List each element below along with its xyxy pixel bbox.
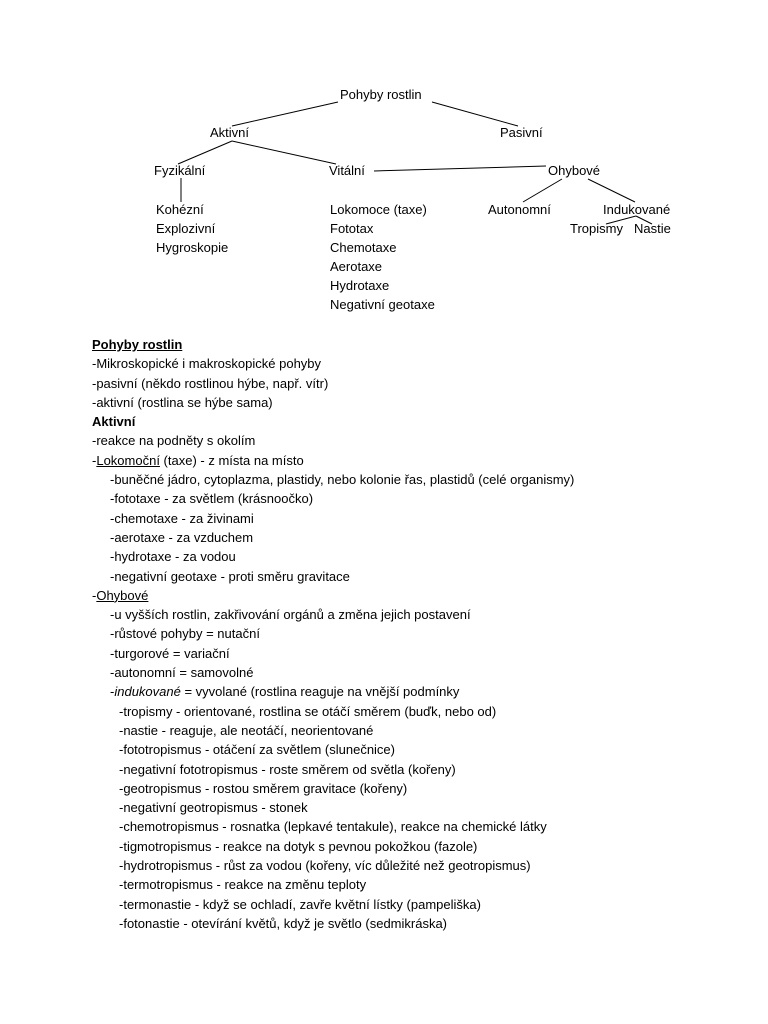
lokomocni-item: -hydrotaxe - za vodou: [110, 549, 236, 565]
lokomocni-item: -fototaxe - za světlem (krásnoočko): [110, 491, 314, 507]
child-fyzikalni: Explozivní: [156, 221, 216, 236]
notes-intro-line: -pasivní (někdo rostlinou hýbe, např. vítr): [92, 375, 329, 391]
edge-vitalni-ohybove: [374, 166, 546, 171]
ohybove-item: -růstové pohyby = nutační: [110, 626, 260, 642]
child-vitalni: Hydrotaxe: [330, 278, 390, 293]
node-vitalni: Vitální: [329, 163, 365, 178]
indukovane-item: -negativní geotropismus - stonek: [119, 800, 308, 816]
edge-aktivni-fyzikalni: [178, 141, 232, 164]
indukovane-item: -geotropismus - rostou směrem gravitace (kořeny): [119, 780, 408, 796]
edge-root-aktivni: [232, 102, 338, 126]
ohybove-item: -turgorové = variační: [110, 645, 230, 661]
lokomocni-item: -negativní geotaxe - proti směru gravitace: [110, 568, 350, 584]
node-nastie: Nastie: [634, 221, 671, 236]
node-fyzikalni: Fyzikální: [154, 163, 206, 178]
lokomocni-word: Lokomoční: [96, 452, 160, 468]
indukovane-item: -tigmotropismus - reakce na dotyk s pevnou pokožkou (fazole): [119, 838, 478, 854]
notes-body: [92, 335, 574, 933]
indukovane-item: -termotropismus - reakce na změnu teploty: [119, 877, 367, 893]
indukovane-item: -hydrotropismus - růst za vodou (kořeny, víc důležité než geotropismus): [119, 858, 531, 874]
ohybove-prefix: -: [92, 587, 97, 603]
reakce-line: -reakce na podněty s okolím: [92, 433, 256, 449]
node-ohybove: Ohybové: [548, 163, 601, 178]
lokomocni-rest: (taxe) - z místa na místo: [159, 452, 304, 468]
notes-intro-line: -Mikroskopické i makroskopické pohyby: [92, 356, 322, 372]
classification-tree: [0, 0, 768, 330]
child-fyzikalni: Kohézní: [156, 202, 204, 217]
notes-intro-line: -aktivní (rostlina se hýbe sama): [92, 394, 273, 410]
edge-ohybove-indukovane: [588, 179, 635, 202]
edge-root-pasivni: [432, 102, 518, 126]
node-tropismy: Tropismy: [570, 221, 623, 236]
ohybove-line: [92, 586, 574, 605]
lokomocni-prefix: -: [92, 452, 97, 468]
ohybove-item: -autonomní = samovolné: [110, 665, 254, 681]
indukovane-item: -tropismy - orientované, rostlina se otáčí směrem (buďk, nebo od): [119, 703, 497, 719]
child-vitalni: Aerotaxe: [330, 259, 383, 274]
indukovane-item: -nastie - reaguje, ale neotáčí, neorientované: [119, 722, 374, 738]
aktivni-heading: Aktivní: [92, 414, 136, 430]
indukovane-line: [92, 682, 574, 701]
edge-ohybove-autonomni: [523, 179, 562, 202]
lokomocni-item: -aerotaxe - za vzduchem: [110, 529, 254, 545]
indukovane-rest: = vyvolané (rostlina reaguje na vnější podmínky: [180, 684, 460, 700]
indukovane-item: -chemotropismus - rosnatka (lepkavé tentakule), reakce na chemické látky: [119, 819, 547, 835]
child-vitalni: Fototax: [330, 221, 374, 236]
node-indukovane: Indukované: [603, 202, 671, 217]
indukovane-item: -fotonastie - otevírání květů, když je světlo (sedmikráska): [119, 915, 448, 931]
notes-title: Pohyby rostlin: [92, 337, 183, 352]
lokomocni-line: [92, 451, 574, 470]
indukovane-prefix: -: [110, 684, 115, 700]
ohybove-item: -u vyšších rostlin, zakřivování orgánů a změna jejich postavení: [110, 607, 471, 623]
child-vitalni: Negativní geotaxe: [330, 297, 435, 312]
child-fyzikalni: Hygroskopie: [156, 240, 229, 255]
indukovane-item: -termonastie - když se ochladí, zavře květní lístky (pampeliška): [119, 896, 481, 912]
edge-aktivni-vitalni: [232, 141, 336, 164]
node-pasivni: Pasivní: [500, 125, 543, 140]
node-autonomni: Autonomní: [488, 202, 551, 217]
child-vitalni: Lokomoce (taxe): [330, 202, 427, 217]
fyzikalni-children: [156, 200, 228, 257]
indukovane-item: -fototropismus - otáčení za světlem (slunečnice): [119, 742, 395, 758]
lokomocni-item: -buněčné jádro, cytoplazma, plastidy, nebo kolonie řas, plastidů (celé organismy): [110, 472, 575, 488]
lokomocni-item: -chemotaxe - za živinami: [110, 510, 254, 526]
child-vitalni: Chemotaxe: [330, 240, 397, 255]
node-root: Pohyby rostlin: [340, 87, 422, 102]
indukovane-word: indukované: [114, 684, 181, 700]
vitalni-children: [330, 200, 435, 314]
ohybove-word: Ohybové: [96, 587, 149, 603]
indukovane-item: -negativní fototropismus - roste směrem od světla (kořeny): [119, 761, 456, 777]
node-aktivni: Aktivní: [210, 125, 250, 140]
